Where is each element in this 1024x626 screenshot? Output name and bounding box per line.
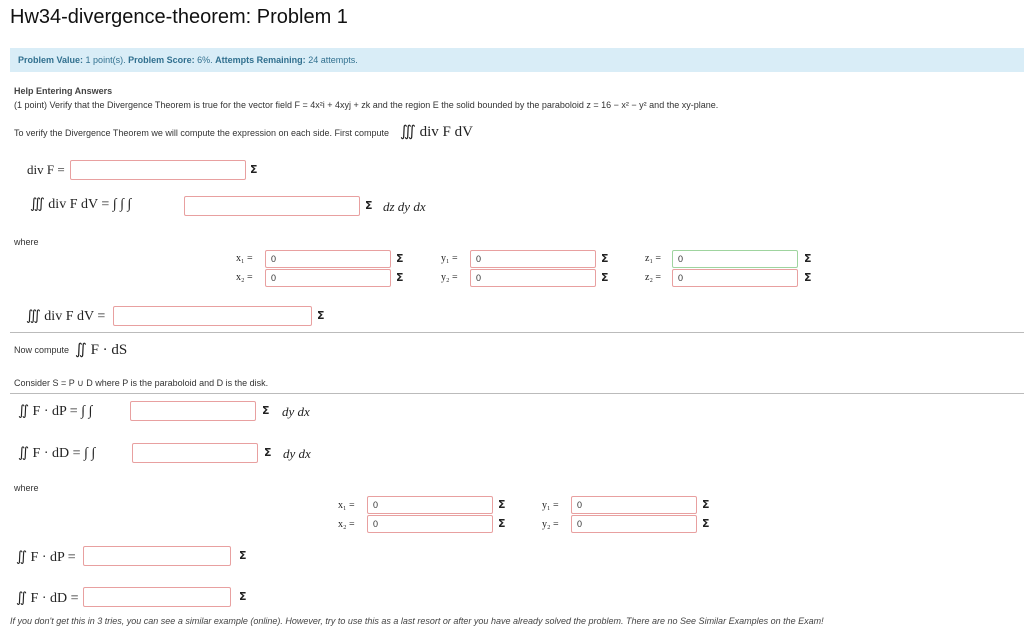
sigma-icon[interactable]: Σ xyxy=(702,517,710,530)
divider xyxy=(10,332,1024,333)
y1-label-2: y₁ = xyxy=(542,500,559,511)
x1-input[interactable]: 0 xyxy=(265,250,391,268)
y2-label-2: y₂ = xyxy=(542,519,559,530)
consider-text: Consider S = P ∪ D where P is the paraboloid and D is the disk. xyxy=(14,378,269,388)
y2-input[interactable]: 0 xyxy=(470,269,596,287)
x2-label-2: x₂ = xyxy=(338,519,355,530)
sigma-icon[interactable]: Σ xyxy=(262,404,270,417)
sigma-icon[interactable]: Σ xyxy=(264,446,272,459)
y1-input-2[interactable]: 0 xyxy=(571,496,697,514)
divF-input[interactable] xyxy=(70,160,246,180)
fdd-integrand-input[interactable] xyxy=(132,443,258,463)
sigma-icon[interactable]: Σ xyxy=(250,163,258,176)
y2-label: y₂ = xyxy=(441,272,458,283)
fdp-order: dy dx xyxy=(282,404,310,419)
fdp-integral-label: ∬ F · dP = ∫ ∫ xyxy=(18,404,93,419)
fdd-integral-label: ∬ F · dD = ∫ ∫ xyxy=(18,446,96,461)
fdd-result-input[interactable] xyxy=(83,587,231,607)
value-label: Problem Value: xyxy=(18,55,84,65)
problem-score: 6%. xyxy=(197,55,213,65)
fdd-result-label: ∬ F · dD = xyxy=(16,591,79,606)
sigma-icon[interactable]: Σ xyxy=(239,549,247,562)
triple-result-label: ∭ div F dV = xyxy=(26,309,106,324)
fdd-order: dy dx xyxy=(283,446,311,461)
z2-label: z₂ = xyxy=(645,272,662,283)
now-compute-math: ∬ F · dS xyxy=(75,342,128,358)
divider xyxy=(10,393,1024,394)
x1-input-2[interactable]: 0 xyxy=(367,496,493,514)
verify-math: ∭ div F dV xyxy=(400,124,473,140)
sigma-icon[interactable]: Σ xyxy=(804,252,812,265)
fdp-result-label: ∬ F · dP = xyxy=(16,550,76,565)
x2-input[interactable]: 0 xyxy=(265,269,391,287)
where-label: where xyxy=(14,237,39,247)
x1-label-2: x₁ = xyxy=(338,500,355,511)
problem-info-bar xyxy=(10,48,1024,72)
problem-value: 1 point(s). xyxy=(85,55,126,65)
help-entering-answers-link[interactable]: Help Entering Answers xyxy=(14,86,113,96)
sigma-icon[interactable]: Σ xyxy=(365,199,373,212)
attempts-label: Attempts Remaining: xyxy=(215,55,306,65)
fdp-result-input[interactable] xyxy=(83,546,231,566)
sigma-icon[interactable]: Σ xyxy=(396,252,404,265)
sigma-icon[interactable]: Σ xyxy=(396,271,404,284)
divF-label: div F = xyxy=(27,162,65,177)
sigma-icon[interactable]: Σ xyxy=(317,309,325,322)
z1-label: z₁ = xyxy=(645,253,662,264)
triple-integral-label: ∭ div F dV = ∫ ∫ ∫ xyxy=(30,197,132,212)
attempts-remaining: 24 attempts. xyxy=(308,55,358,65)
triple-integrand-input[interactable] xyxy=(184,196,360,216)
y2-input-2[interactable]: 0 xyxy=(571,515,697,533)
score-label: Problem Score: xyxy=(128,55,195,65)
x2-label: x₂ = xyxy=(236,272,253,283)
triple-order: dz dy dx xyxy=(383,199,426,214)
y1-label: y₁ = xyxy=(441,253,458,264)
sigma-icon[interactable]: Σ xyxy=(239,590,247,603)
verify-text: To verify the Divergence Theorem we will compute the expression on each side. First compute xyxy=(14,128,390,138)
sigma-icon[interactable]: Σ xyxy=(804,271,812,284)
triple-result-input[interactable] xyxy=(113,306,312,326)
sigma-icon[interactable]: Σ xyxy=(498,498,506,511)
page-title: Hw34-divergence-theorem: Problem 1 xyxy=(10,6,348,28)
x2-input-2[interactable]: 0 xyxy=(367,515,493,533)
where-label-2: where xyxy=(14,483,39,493)
footer-note: If you don't get this in 3 tries, you can see a similar example (online). However, try to use this as a last resort or after you have already solved the problem. There are no See Similar Examples on the Exam! xyxy=(10,616,824,626)
sigma-icon[interactable]: Σ xyxy=(498,517,506,530)
z2-input[interactable]: 0 xyxy=(672,269,798,287)
fdp-integrand-input[interactable] xyxy=(130,401,256,421)
y1-input[interactable]: 0 xyxy=(470,250,596,268)
sigma-icon[interactable]: Σ xyxy=(601,271,609,284)
problem-statement: (1 point) Verify that the Divergence Theorem is true for the vector field F = 4x²i + 4xyj + zk and the region E the solid bounded by the paraboloid z = 16 − x² − y² and the xy-plane. xyxy=(14,100,719,110)
x1-label: x₁ = xyxy=(236,253,253,264)
z1-input[interactable]: 0 xyxy=(672,250,798,268)
sigma-icon[interactable]: Σ xyxy=(601,252,609,265)
now-compute-text: Now compute xyxy=(14,345,70,355)
sigma-icon[interactable]: Σ xyxy=(702,498,710,511)
